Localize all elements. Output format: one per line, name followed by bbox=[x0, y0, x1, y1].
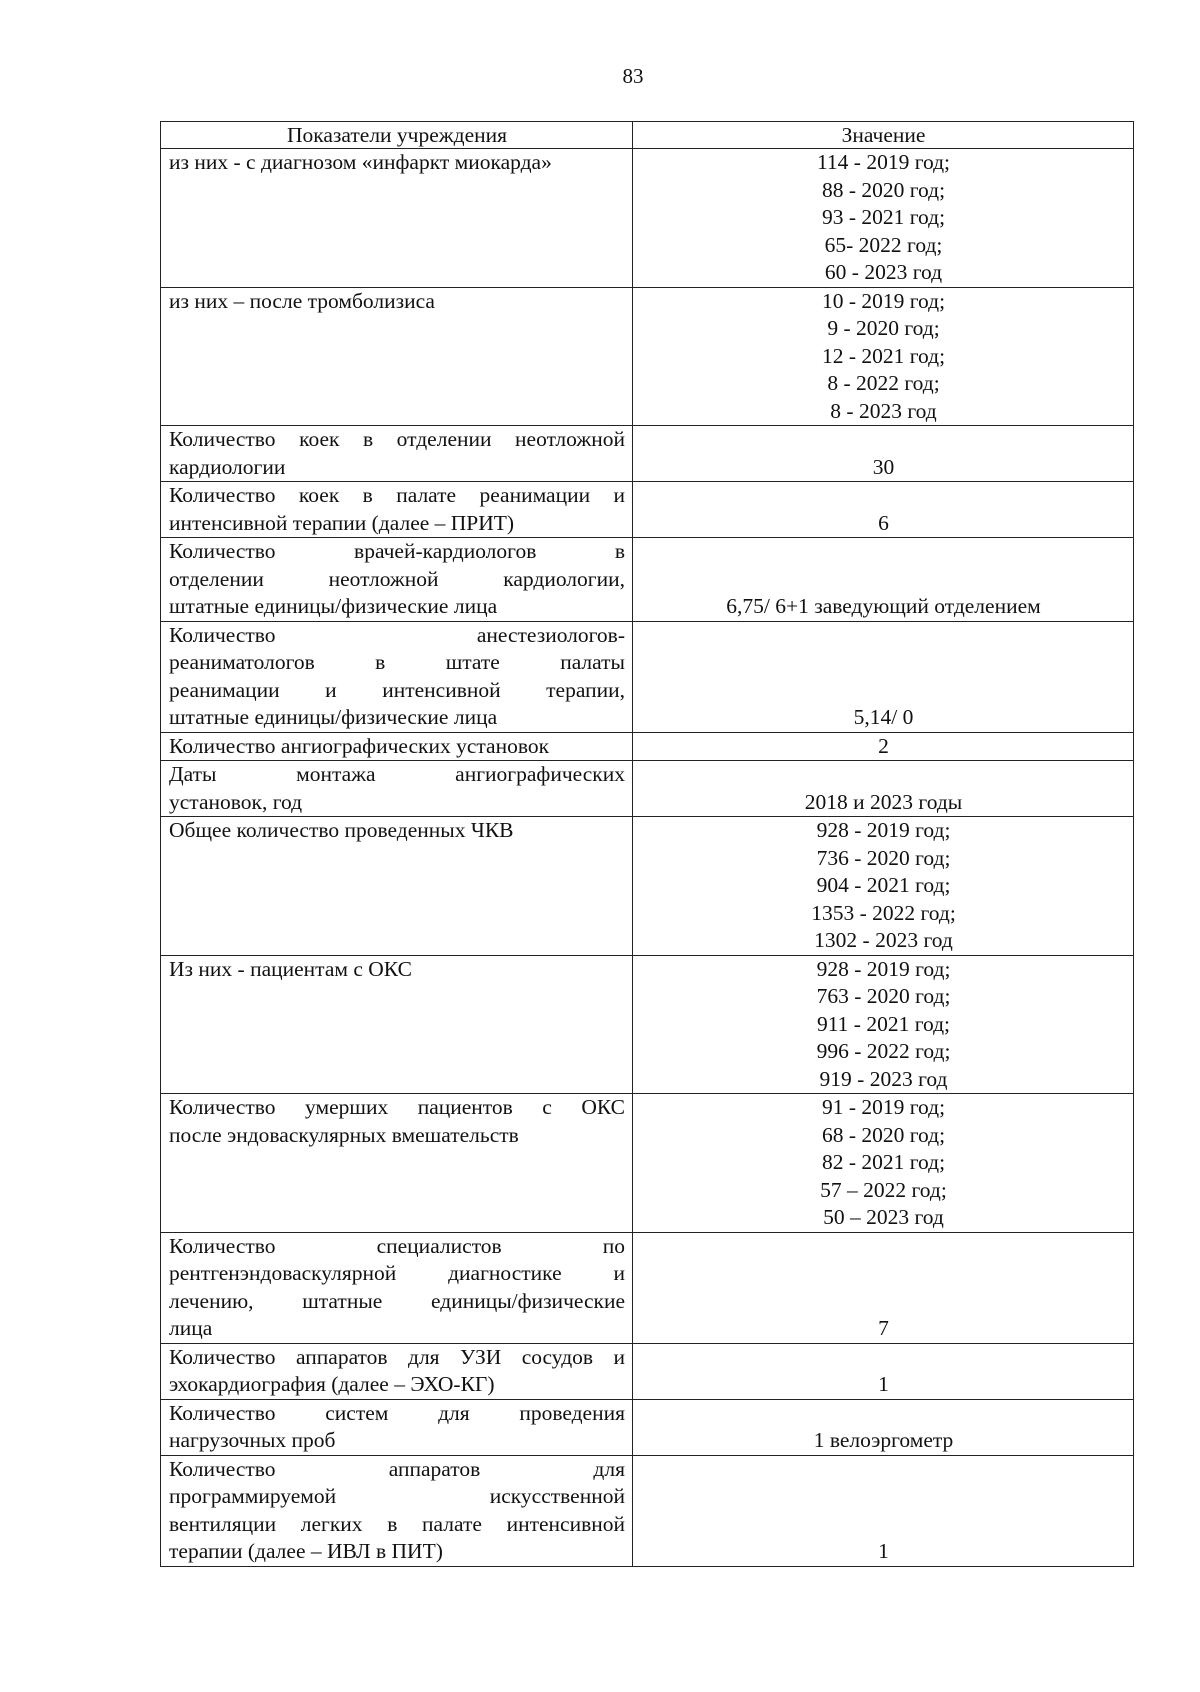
table-row bbox=[161, 817, 1134, 956]
indicator-cell bbox=[161, 426, 633, 482]
indicator-cell bbox=[161, 538, 633, 622]
indicator-line: нагрузочных проб bbox=[169, 1428, 336, 1452]
header-indicator: Показатели учреждения bbox=[161, 122, 633, 149]
indicator-line: Количество врачей-кардиологов в bbox=[169, 539, 625, 563]
indicator-line: Даты монтажа ангиографических bbox=[169, 762, 625, 786]
table-row bbox=[161, 1343, 1134, 1399]
value-line: 1 bbox=[878, 1539, 889, 1563]
indicator-line: установок, год bbox=[169, 789, 303, 814]
value-line: 12 - 2021 год; bbox=[821, 343, 946, 368]
indicator-line: из них – после тромболизиса bbox=[169, 288, 435, 313]
indicator-line: эхокардиография (далее – ЭХО-КГ) bbox=[169, 1372, 495, 1396]
value-line: 6,75/ 6+1 заведующий отделением bbox=[726, 594, 1041, 618]
table-row bbox=[161, 426, 1134, 482]
value-cell bbox=[633, 621, 1134, 732]
value-line: 2018 и 2023 годы bbox=[804, 789, 963, 814]
table-header-row bbox=[161, 122, 1134, 149]
indicator-line: вентиляции легких в палате интенсивной bbox=[169, 1511, 625, 1536]
indicator-cell bbox=[161, 761, 633, 817]
value-cell bbox=[633, 538, 1134, 622]
table-row bbox=[161, 1455, 1134, 1566]
header-value: Значение bbox=[633, 122, 1134, 149]
value-line: 8 - 2022 год; bbox=[827, 371, 940, 395]
table-row bbox=[161, 538, 1134, 622]
indicator-line: рентгенэндоваскулярной диагностике и bbox=[169, 1261, 625, 1285]
value-line: 928 - 2019 год; bbox=[816, 956, 951, 981]
indicator-line: Количество специалистов по bbox=[169, 1233, 625, 1258]
value-line: 88 - 2020 год; bbox=[821, 177, 946, 202]
value-line: 1353 - 2022 год; bbox=[811, 900, 956, 925]
table-row bbox=[161, 1094, 1134, 1233]
value-line: 8 - 2023 год bbox=[830, 398, 937, 423]
indicator-line: штатные единицы/физические лица bbox=[169, 705, 498, 729]
value-line: 93 - 2021 год; bbox=[821, 205, 946, 229]
value-line: 50 – 2023 год bbox=[823, 1205, 944, 1229]
value-line: 2 bbox=[878, 733, 889, 758]
indicator-cell bbox=[161, 1343, 633, 1399]
indicator-line: Количество коек в палате реанимации и bbox=[169, 483, 625, 507]
value-cell bbox=[633, 1399, 1134, 1455]
indicator-cell bbox=[161, 1232, 633, 1343]
indicator-line: Количество коек в отделении неотложной bbox=[169, 427, 625, 451]
indicator-line: интенсивной терапии (далее – ПРИТ) bbox=[169, 510, 515, 535]
indicator-line: терапии (далее – ИВЛ в ПИТ) bbox=[169, 1539, 443, 1563]
value-line: 68 - 2020 год; bbox=[821, 1122, 946, 1147]
indicator-cell bbox=[161, 955, 633, 1094]
indicator-line: лица bbox=[169, 1316, 213, 1340]
value-line: 82 - 2021 год; bbox=[821, 1150, 946, 1174]
indicator-cell bbox=[161, 817, 633, 956]
indicator-cell bbox=[161, 1399, 633, 1455]
value-line: 91 - 2019 год; bbox=[821, 1095, 946, 1119]
indicator-cell bbox=[161, 287, 633, 426]
page-number: 83 bbox=[622, 64, 644, 88]
indicator-line: после эндоваскулярных вмешательств bbox=[169, 1122, 519, 1147]
indicator-line: кардиологии bbox=[169, 454, 286, 479]
indicator-line: из них - с диагнозом «инфаркт миокарда» bbox=[169, 150, 552, 174]
indicator-cell bbox=[161, 482, 633, 538]
indicator-line: Количество систем для проведения bbox=[169, 1400, 625, 1425]
value-cell bbox=[633, 1343, 1134, 1399]
table-row bbox=[161, 761, 1134, 817]
value-line: 5,14/ 0 bbox=[853, 705, 914, 729]
value-line: 7 bbox=[878, 1316, 889, 1340]
value-cell bbox=[633, 287, 1134, 426]
indicator-cell bbox=[161, 1094, 633, 1233]
indicator-cell bbox=[161, 621, 633, 732]
indicator-line: Количество аппаратов для bbox=[169, 1456, 625, 1481]
table-row bbox=[161, 732, 1134, 761]
indicators-table bbox=[160, 121, 1134, 1567]
value-line: 911 - 2021 год; bbox=[816, 1011, 951, 1036]
value-cell bbox=[633, 1232, 1134, 1343]
value-cell bbox=[633, 1094, 1134, 1233]
indicator-line: реаниматологов в штате палаты bbox=[169, 650, 625, 674]
indicator-line: штатные единицы/физические лица bbox=[169, 594, 498, 618]
indicator-cell bbox=[161, 732, 633, 761]
value-line: 6 bbox=[878, 510, 889, 535]
table-row bbox=[161, 482, 1134, 538]
value-line: 114 - 2019 год; bbox=[816, 150, 951, 174]
value-cell bbox=[633, 955, 1134, 1094]
indicator-line: Количество ангиографических установок bbox=[169, 733, 550, 758]
value-line: 904 - 2021 год; bbox=[816, 873, 951, 897]
value-line: 1302 - 2023 год bbox=[814, 928, 953, 952]
indicator-line: Общее количество проведенных ЧКВ bbox=[169, 818, 514, 842]
value-line: 9 - 2020 год; bbox=[827, 316, 940, 340]
indicator-cell bbox=[161, 149, 633, 288]
indicator-line: Из них - пациентам с ОКС bbox=[169, 956, 412, 981]
table-row bbox=[161, 1399, 1134, 1455]
value-cell bbox=[633, 482, 1134, 538]
table-row bbox=[161, 287, 1134, 426]
table-row bbox=[161, 149, 1134, 288]
indicator-line: реанимации и интенсивной терапии, bbox=[169, 677, 625, 702]
value-cell bbox=[633, 426, 1134, 482]
value-line: 57 – 2022 год; bbox=[820, 1177, 947, 1202]
value-line: 1 велоэргометр bbox=[813, 1428, 954, 1452]
value-cell bbox=[633, 149, 1134, 288]
indicator-line: лечению, штатные единицы/физические bbox=[169, 1288, 625, 1313]
value-line: 736 - 2020 год; bbox=[816, 845, 951, 870]
indicator-line: Количество анестезиологов- bbox=[169, 622, 625, 647]
value-line: 60 - 2023 год bbox=[824, 260, 943, 284]
indicator-line: отделении неотложной кардиологии, bbox=[169, 566, 625, 591]
indicator-line: Количество аппаратов для УЗИ сосудов и bbox=[169, 1344, 625, 1369]
value-line: 928 - 2019 год; bbox=[816, 818, 951, 842]
table-row bbox=[161, 955, 1134, 1094]
table-row bbox=[161, 1232, 1134, 1343]
value-cell bbox=[633, 817, 1134, 956]
value-line: 1 bbox=[878, 1372, 889, 1396]
value-line: 996 - 2022 год; bbox=[816, 1039, 951, 1063]
table-row bbox=[161, 621, 1134, 732]
value-line: 763 - 2020 год; bbox=[816, 984, 951, 1008]
indicator-line: программируемой искусственной bbox=[169, 1484, 625, 1508]
value-line: 30 bbox=[872, 454, 895, 479]
value-line: 919 - 2023 год bbox=[819, 1066, 948, 1091]
value-line: 10 - 2019 год; bbox=[821, 288, 946, 313]
indicator-line: Количество умерших пациентов с ОКС bbox=[169, 1095, 625, 1119]
indicator-cell bbox=[161, 1455, 633, 1566]
value-cell bbox=[633, 761, 1134, 817]
value-cell bbox=[633, 732, 1134, 761]
value-cell bbox=[633, 1455, 1134, 1566]
value-line: 65- 2022 год; bbox=[824, 232, 943, 257]
